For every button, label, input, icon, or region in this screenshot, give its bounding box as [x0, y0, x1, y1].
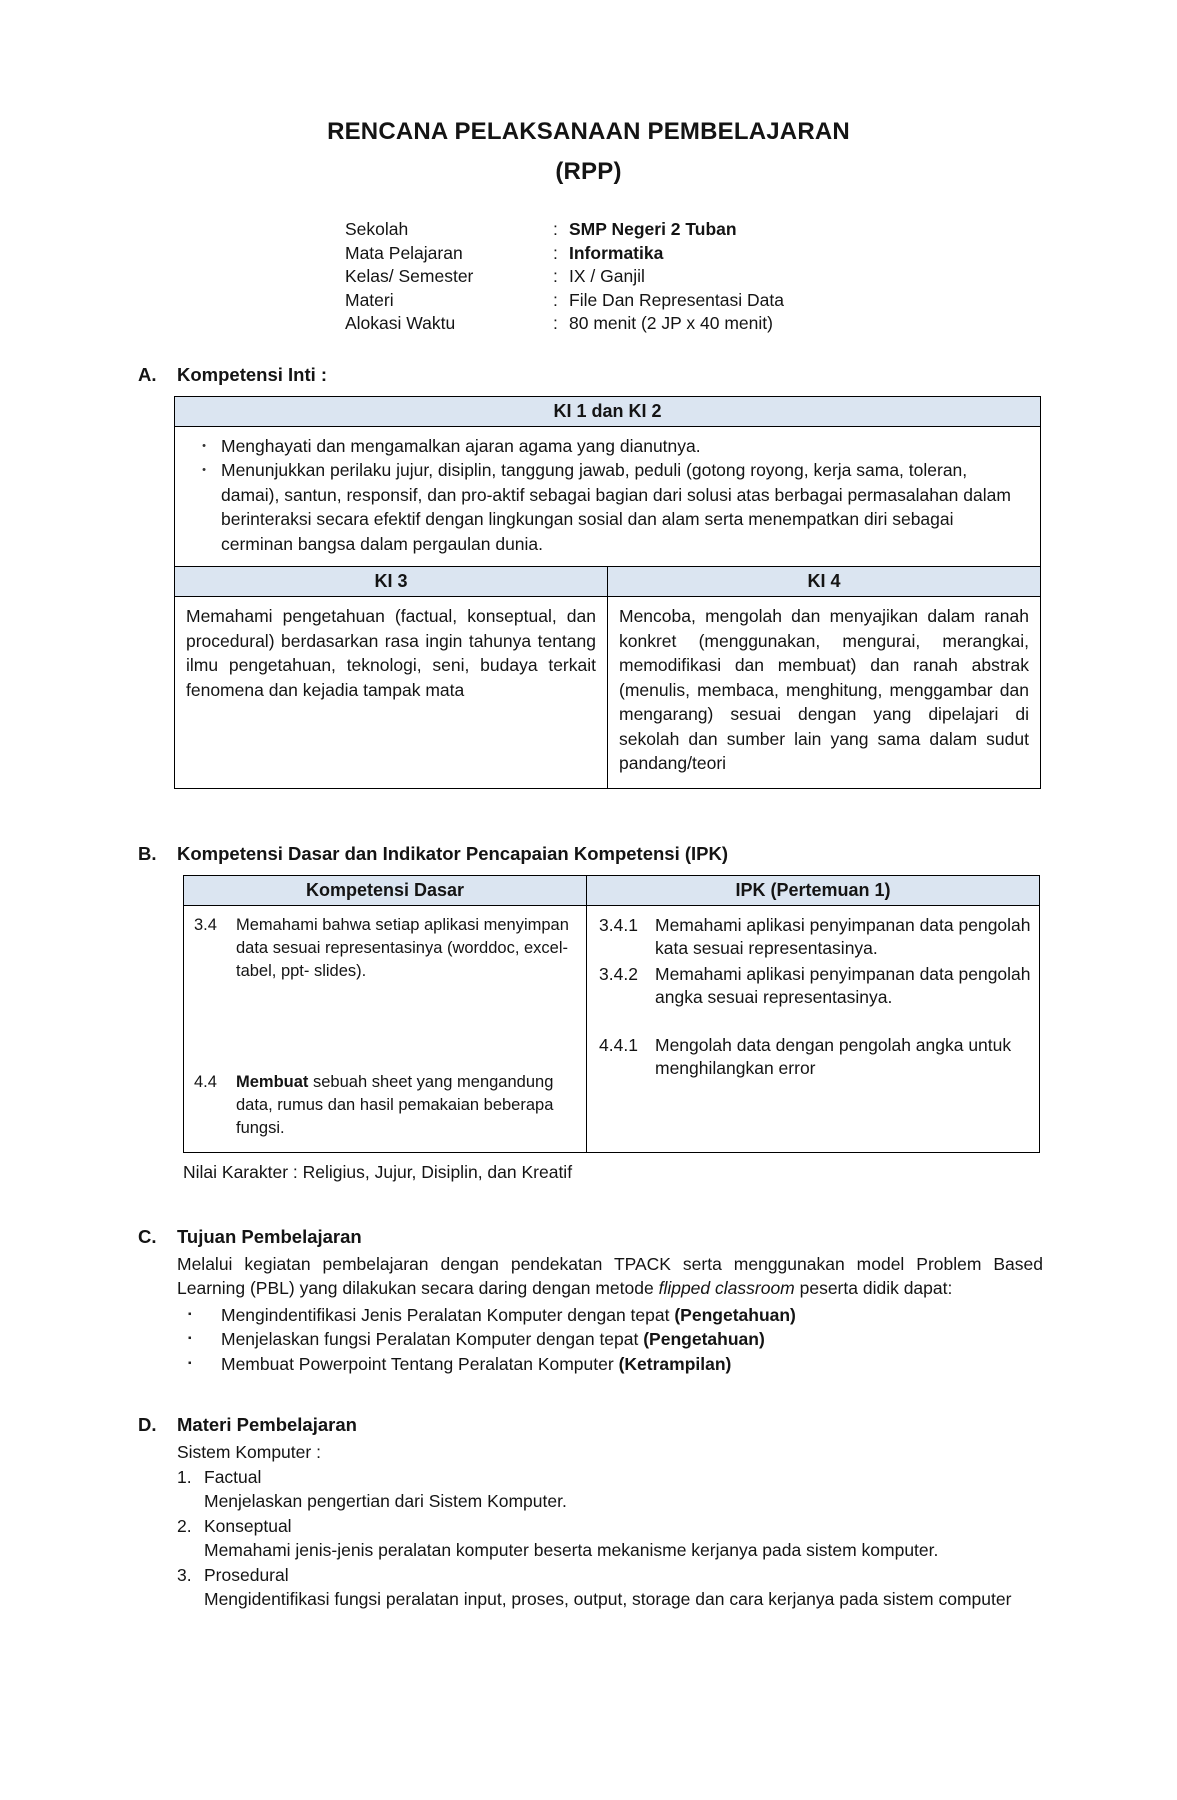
bullet-square-icon: ▪	[188, 1357, 192, 1369]
section-letter: B.	[138, 842, 157, 864]
section-c-bullet-list	[188, 1303, 1177, 1377]
section-d-heading	[0, 1412, 1177, 1438]
objective-text	[221, 1327, 765, 1352]
kd-item-44	[194, 1071, 578, 1140]
meta-value: IX / Ganjil	[569, 266, 645, 286]
materi-item-description: Menjelaskan pengertian dari Sistem Komputer.	[204, 1491, 567, 1511]
section-c-intro-paragraph	[177, 1252, 1043, 1301]
section-title: Tujuan Pembelajaran	[177, 1225, 362, 1247]
meta-separator: :	[553, 289, 558, 310]
ipk-item-text: Mengolah data dengan pengolah angka untuk menghilangkan error	[655, 1034, 1012, 1078]
intro-italic-phrase: flipped classroom	[658, 1278, 795, 1298]
ipk-item-441	[599, 1034, 1031, 1081]
ki12-bullet-text: Menunjukkan perilaku jujur, disiplin, tanggung jawab, peduli (gotong royong, kerja sama, toleran, damai), santun, responsif, dan pro-aktif sebagai bagian dari solusi atas berbagai permasalahan dalam berinteraksi secara efektif dengan lingkungan sosial dan alam serta menempatkan diri sebagai cerminan bangsa dalam pergaulan dunia.	[221, 460, 1011, 554]
objective-bold-tag: (Pengetahuan)	[643, 1329, 765, 1349]
document-title-line2: (RPP)	[555, 158, 622, 185]
ipk-item-number: 4.4.1	[599, 1034, 638, 1055]
ki3-header-cell: KI 3	[175, 567, 608, 597]
kompetensi-dasar-header-cell: Kompetensi Dasar	[184, 875, 587, 905]
ki12-bullet-item	[187, 458, 1028, 556]
section-b-heading	[0, 841, 1177, 867]
kompetensi-inti-table	[174, 396, 1041, 789]
objective-item	[188, 1303, 1177, 1328]
nilai-karakter-line: Nilai Karakter : Religius, Jujur, Disiplin, dan Kreatif	[183, 1161, 573, 1182]
bullet-dot-icon: •	[202, 464, 206, 476]
bullet-square-icon: ▪	[188, 1333, 192, 1344]
ipk-item-342	[599, 963, 1031, 1010]
materi-item-description: Memahami jenis-jenis peralatan komputer beserta mekanisme kerjanya pada sistem komputer.	[204, 1540, 939, 1560]
materi-item-title: Prosedural	[204, 1564, 289, 1585]
ipk-cell	[587, 905, 1040, 1152]
objective-main-text: Membuat Powerpoint Tentang Peralatan Komputer	[221, 1353, 619, 1374]
objective-bold-tag: (Pengetahuan)	[674, 1304, 796, 1325]
meta-separator: :	[553, 242, 558, 263]
section-letter: A.	[138, 363, 157, 385]
ipk-item-text: Memahami aplikasi penyimpanan data pengolah angka sesuai representasinya.	[655, 963, 1031, 1007]
materi-item-number: 1.	[177, 1466, 192, 1487]
materi-item	[177, 1514, 1177, 1563]
section-c	[0, 1224, 1177, 1377]
document-title-line1: RENCANA PELAKSANAAN PEMBELAJARAN	[327, 118, 850, 145]
materi-item-title: Konseptual	[204, 1515, 292, 1536]
kd-item-rest: sebuah sheet yang mengandung data, rumus dan hasil pemakaian beberapa fungsi.	[236, 1072, 554, 1137]
ipk-item-341	[599, 914, 1031, 961]
meta-separator: :	[553, 313, 558, 333]
section-c-heading	[0, 1224, 1177, 1250]
objective-main-text: Menjelaskan fungsi Peralatan Komputer dengan tepat	[221, 1329, 644, 1349]
ki12-content-cell	[175, 426, 1041, 567]
meta-label: Kelas/ Semester	[345, 266, 474, 286]
ipk-item-number: 3.4.1	[599, 914, 638, 935]
materi-item-title: Factual	[204, 1466, 262, 1487]
ki3-content-cell: Memahami pengetahuan (factual, konseptual, dan procedural) berdasarkan rasa ingin tahunya tentang ilmu pengetahuan, teknologi, seni, budaya terkait fenomena dan kejadia tampak mata	[175, 597, 608, 789]
meta-separator: :	[553, 219, 558, 239]
ki12-bullet-text: Menghayati dan mengamalkan ajaran agama yang dianutnya.	[221, 435, 701, 456]
materi-item-number: 2.	[177, 1515, 192, 1536]
meta-label: Materi	[345, 289, 394, 310]
kd-item-text	[236, 1071, 578, 1140]
materi-item-title-line	[177, 1514, 1177, 1539]
objective-bold-tag: (Ketrampilan)	[618, 1353, 732, 1374]
section-d	[0, 1412, 1177, 1612]
ki12-bullet-item	[187, 434, 1028, 459]
kd-item-number: 4.4	[194, 1072, 217, 1091]
bullet-square-icon: ▪	[188, 1308, 192, 1320]
meta-label: Mata Pelajaran	[345, 242, 463, 263]
objective-item	[188, 1352, 1177, 1377]
bullet-dot-icon: •	[202, 439, 206, 452]
materi-item	[177, 1465, 1177, 1514]
meta-row-mata-pelajaran	[345, 242, 1177, 266]
section-d-body	[177, 1440, 1177, 1612]
kd-item-34	[194, 914, 578, 983]
meta-separator: :	[553, 266, 558, 286]
section-title: Kompetensi Dasar dan Indikator Pencapaian Kompetensi (IPK)	[177, 842, 729, 864]
section-a-heading	[0, 362, 1177, 388]
materi-item-number: 3.	[177, 1564, 192, 1585]
meta-row-kelas-semester	[345, 265, 1177, 289]
ki4-content-cell: Mencoba, mengolah dan menyajikan dalam ranah konkret (menggunakan, mengurai, merangkai, memodifikasi dan membuat) dan ranah abstrak (menulis, membaca, menghitung, menggambar dan mengarang) sesuai dengan yang dipelajari di sekolah dan sumber lain yang sama dalam sudut pandang/teori	[608, 597, 1041, 789]
section-letter: D.	[138, 1414, 157, 1435]
section-letter: C.	[138, 1225, 157, 1247]
kd-item-text: Memahami bahwa setiap aplikasi menyimpan data sesuai representasinya (worddoc, excel- tabel, ppt- slides).	[236, 915, 569, 980]
section-title: Materi Pembelajaran	[177, 1414, 357, 1435]
objective-main-text: Mengindentifikasi Jenis Peralatan Komputer dengan tepat	[221, 1304, 675, 1325]
ki4-header-cell: KI 4	[608, 567, 1041, 597]
materi-item-description: Mengidentifikasi fungsi peralatan input, proses, output, storage dan cara kerjanya pada sistem computer	[204, 1589, 1012, 1609]
section-b	[0, 841, 1177, 1184]
section-d-subtitle: Sistem Komputer :	[177, 1442, 321, 1462]
materi-item	[177, 1563, 1177, 1612]
section-title: Kompetensi Inti :	[177, 363, 328, 385]
meta-label: Alokasi Waktu	[345, 313, 456, 333]
objective-text	[221, 1352, 731, 1377]
section-a	[0, 362, 1177, 789]
materi-item-title-line	[177, 1465, 1177, 1490]
meta-value: File Dan Representasi Data	[569, 289, 784, 310]
meta-row-alokasi-waktu	[345, 312, 1177, 336]
ipk-item-number: 3.4.2	[599, 963, 638, 984]
objective-text	[221, 1303, 796, 1328]
document-metadata	[345, 218, 1177, 336]
document-title	[0, 0, 1177, 192]
meta-row-sekolah	[345, 218, 1177, 242]
materi-item-title-line	[177, 1563, 1177, 1588]
kd-item-bold-word: Membuat	[236, 1072, 309, 1091]
meta-value: 80 menit (2 JP x 40 menit)	[569, 313, 773, 333]
kompetensi-dasar-ipk-table	[183, 875, 1040, 1153]
ipk-item-text: Memahami aplikasi penyimpanan data pengolah kata sesuai representasinya.	[655, 914, 1031, 958]
meta-value: Informatika	[569, 242, 664, 263]
intro-text: Melalui kegiatan pembelajaran dengan pendekatan TPACK serta menggunakan model Problem Based Learning (PBL) yang dilakukan secara daring dengan metode	[177, 1253, 1043, 1298]
meta-row-materi	[345, 289, 1177, 313]
ipk-header-cell: IPK (Pertemuan 1)	[587, 875, 1040, 905]
ki12-header-cell: KI 1 dan KI 2	[175, 396, 1041, 426]
meta-value: SMP Negeri 2 Tuban	[569, 219, 737, 239]
kompetensi-dasar-cell	[184, 905, 587, 1152]
meta-label: Sekolah	[345, 219, 409, 239]
intro-text-after: peserta didik dapat:	[794, 1278, 953, 1298]
objective-item	[188, 1327, 1177, 1352]
kd-item-number: 3.4	[194, 915, 217, 934]
